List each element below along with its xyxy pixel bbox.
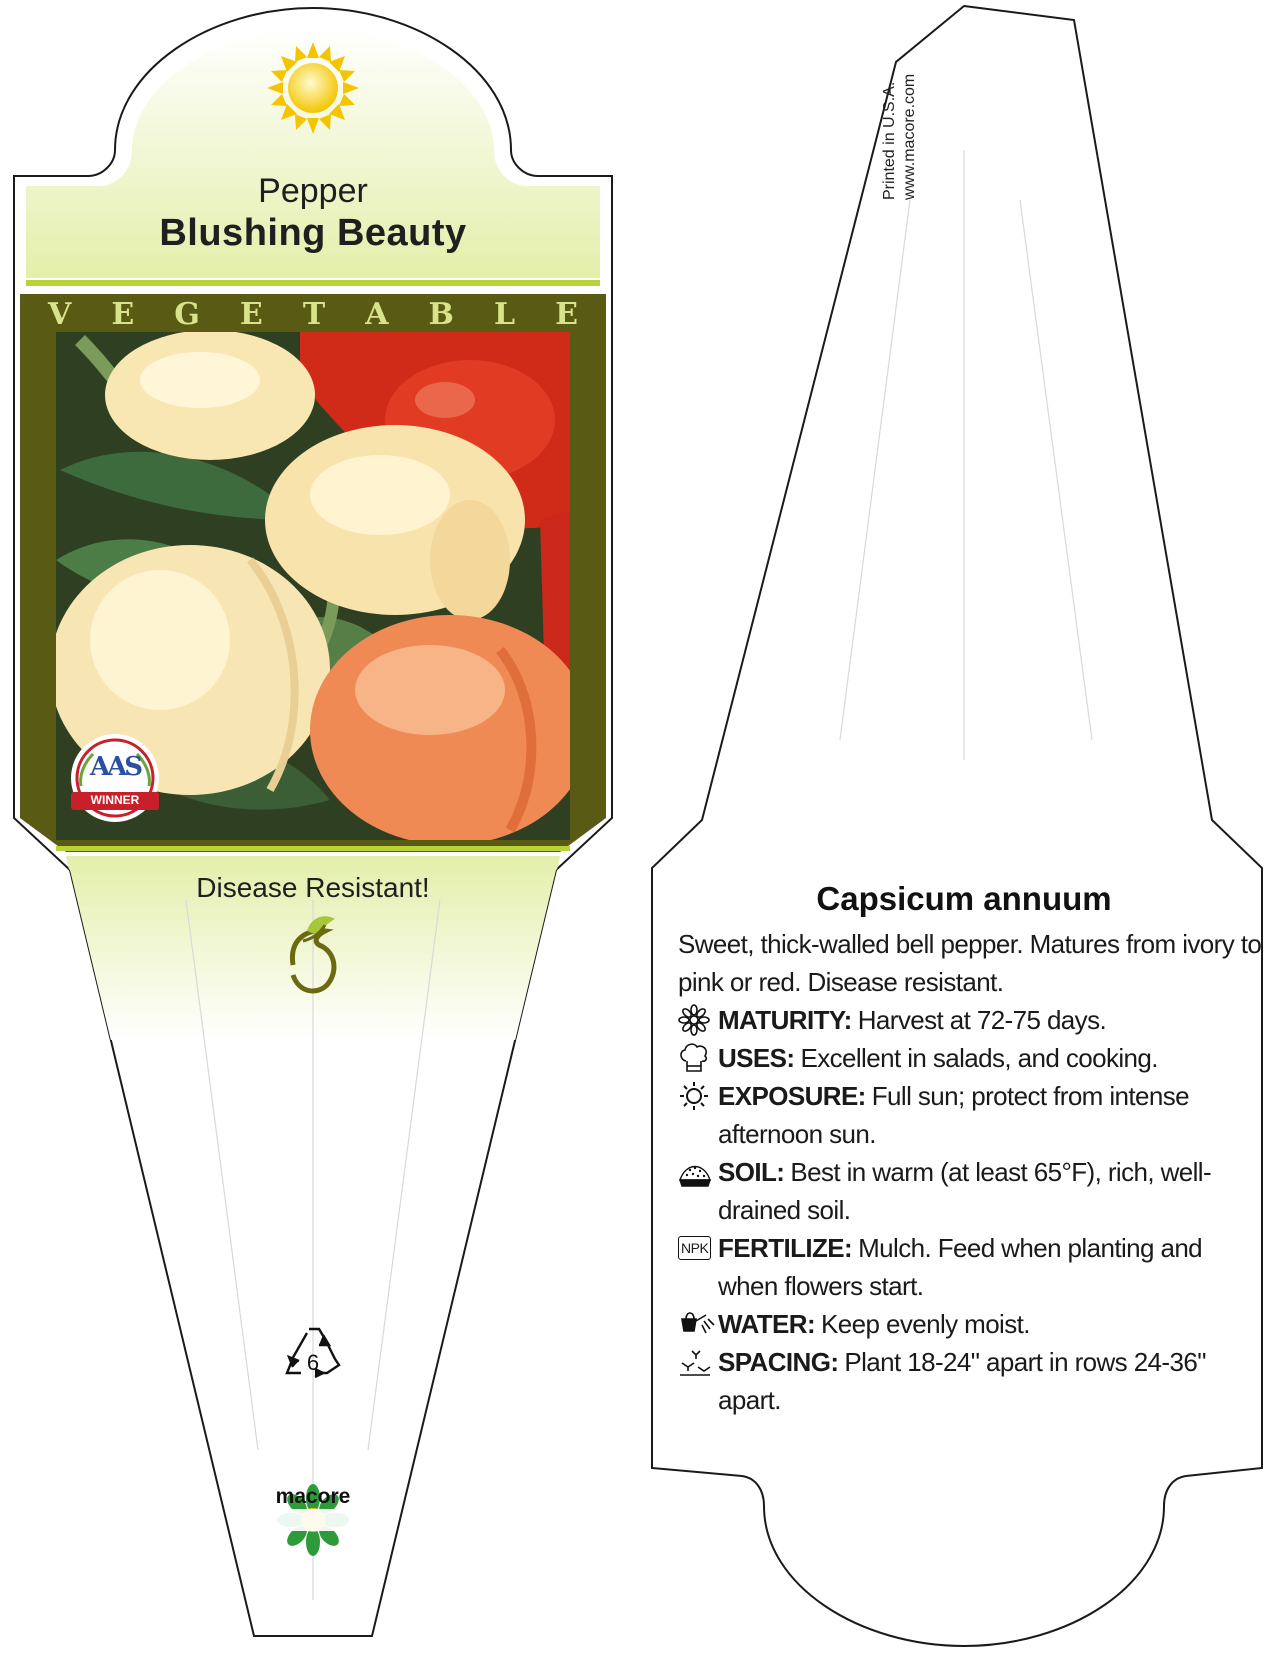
flower-icon (678, 1001, 718, 1039)
category-letter: V (48, 297, 72, 332)
care-label: SPACING: (718, 1347, 839, 1377)
care-text: Plant 18-24" apart in rows 24-36" apart. (718, 1347, 1206, 1415)
watering-can-icon (678, 1305, 718, 1343)
sun-icon (678, 1077, 718, 1115)
care-label: FERTILIZE: (718, 1233, 853, 1263)
recycle-number: 6 (306, 1350, 320, 1375)
care-row-spacing (678, 1343, 1263, 1419)
care-row-fertilize (678, 1229, 1263, 1305)
category-letter: A (365, 297, 389, 332)
soil-icon (678, 1153, 718, 1191)
category-letter: B (428, 297, 454, 332)
care-text: Mulch. Feed when planting and when flowers start. (718, 1233, 1203, 1301)
category-letter: L (493, 297, 516, 332)
category-letter: E (239, 297, 263, 332)
category-letter: G (174, 297, 200, 332)
care-text: Keep evenly moist. (821, 1309, 1030, 1339)
care-info (678, 925, 1263, 1419)
care-label: USES: (718, 1043, 795, 1073)
common-name: Pepper (258, 172, 368, 210)
npk-icon (678, 1229, 718, 1267)
brand-logo-text: macore (275, 1485, 351, 1508)
tagline: Disease Resistant! (196, 872, 430, 903)
care-text: Full sun; protect from intense afternoon sun. (718, 1081, 1190, 1149)
category-letter: E (111, 297, 135, 332)
care-row-maturity (678, 1001, 1263, 1039)
chef-hat-icon (678, 1039, 718, 1077)
badge-top-text: AAS (89, 752, 141, 782)
website-line: www.macore.com (901, 73, 918, 200)
description: Sweet, thick-walled bell pepper. Matures from ivory to pink or red. Disease resistant. (678, 929, 1262, 997)
category-label (48, 297, 578, 332)
care-label: EXPOSURE: (718, 1081, 866, 1111)
care-label: MATURITY: (718, 1005, 852, 1035)
care-row-water (678, 1305, 1263, 1343)
care-label: WATER: (718, 1309, 816, 1339)
printed-line: Printed in U.S.A. (881, 81, 898, 200)
care-text: Best in warm (at least 65°F), rich, well-drained soil. (718, 1157, 1212, 1225)
care-row-exposure (678, 1077, 1263, 1153)
category-letter: T (302, 297, 326, 332)
npk-badge: NPK (678, 1236, 711, 1260)
category-letter: E (555, 297, 578, 332)
variety-name: Blushing Beauty (159, 212, 467, 254)
care-text: Excellent in salads, and cooking. (800, 1043, 1158, 1073)
care-text: Harvest at 72-75 days. (857, 1005, 1107, 1035)
spacing-icon (678, 1343, 718, 1381)
badge-bottom-text: WINNER (90, 793, 140, 807)
care-row-soil (678, 1153, 1263, 1229)
care-label: SOIL: (718, 1157, 785, 1187)
scientific-name: Capsicum annuum (816, 880, 1112, 917)
care-row-uses (678, 1039, 1263, 1077)
printed-info (880, 74, 920, 200)
